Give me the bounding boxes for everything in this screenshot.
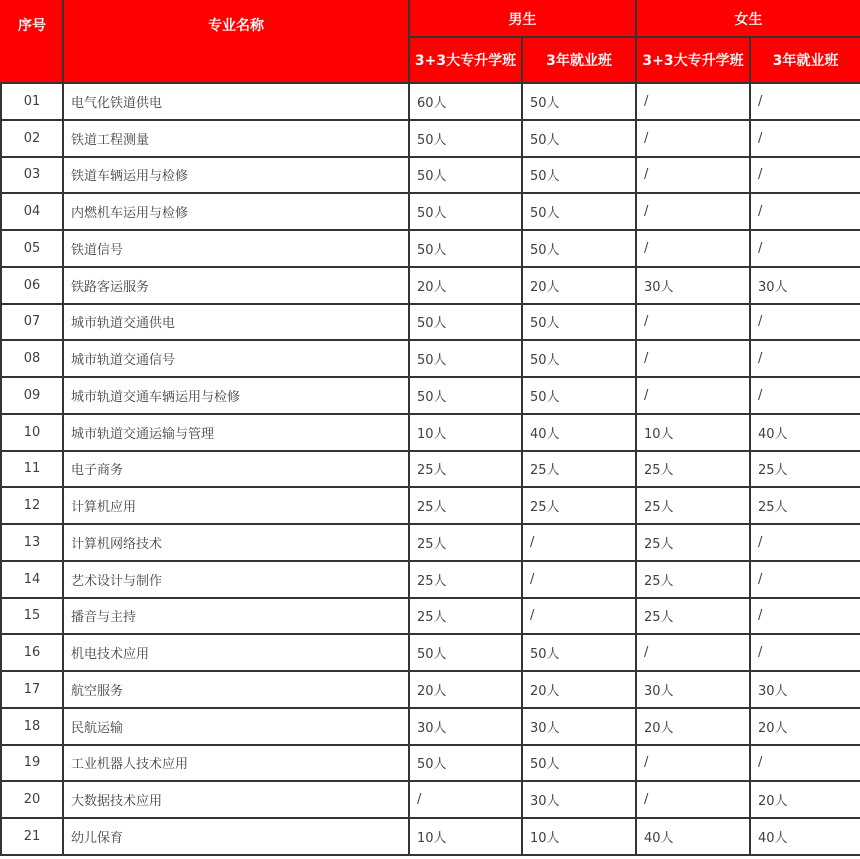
female-college-count: 30人 <box>636 267 750 304</box>
table-body <box>1 83 860 855</box>
header-female-employment-class: 3年就业班 <box>750 37 860 83</box>
row-index: 21 <box>1 818 63 855</box>
male-college-count: / <box>409 781 522 818</box>
female-college-count: 10人 <box>636 414 750 451</box>
male-employment-count: 50人 <box>522 377 636 414</box>
table-row <box>1 414 860 451</box>
major-name: 铁路客运服务 <box>63 267 409 304</box>
male-employment-count: 50人 <box>522 230 636 267</box>
male-college-count: 50人 <box>409 230 522 267</box>
table-row <box>1 634 860 671</box>
male-college-count: 50人 <box>409 157 522 194</box>
row-index: 15 <box>1 598 63 635</box>
male-employment-count: 20人 <box>522 671 636 708</box>
male-college-count: 20人 <box>409 267 522 304</box>
major-name: 幼儿保育 <box>63 818 409 855</box>
row-index: 01 <box>1 83 63 120</box>
row-index: 11 <box>1 451 63 488</box>
row-index: 13 <box>1 524 63 561</box>
male-college-count: 50人 <box>409 120 522 157</box>
female-college-count: 25人 <box>636 561 750 598</box>
female-employment-count: / <box>750 377 860 414</box>
female-employment-count: / <box>750 157 860 194</box>
table-row <box>1 120 860 157</box>
header-index: 序号 <box>1 1 63 83</box>
table-row <box>1 377 860 414</box>
header-female-college-class: 3+3大专升学班 <box>636 37 750 83</box>
female-college-count: / <box>636 83 750 120</box>
row-index: 09 <box>1 377 63 414</box>
male-employment-count: 50人 <box>522 340 636 377</box>
table-row <box>1 745 860 782</box>
female-employment-count: / <box>750 524 860 561</box>
female-employment-count: 30人 <box>750 267 860 304</box>
row-index: 17 <box>1 671 63 708</box>
female-college-count: 25人 <box>636 451 750 488</box>
row-index: 14 <box>1 561 63 598</box>
male-employment-count: 50人 <box>522 304 636 341</box>
table-row <box>1 598 860 635</box>
male-employment-count: 50人 <box>522 193 636 230</box>
male-employment-count: 40人 <box>522 414 636 451</box>
row-index: 10 <box>1 414 63 451</box>
male-employment-count: 25人 <box>522 451 636 488</box>
male-employment-count: 25人 <box>522 487 636 524</box>
header-male-employment-class: 3年就业班 <box>522 37 636 83</box>
female-employment-count: 20人 <box>750 708 860 745</box>
female-college-count: / <box>636 120 750 157</box>
male-college-count: 50人 <box>409 634 522 671</box>
male-college-count: 25人 <box>409 524 522 561</box>
female-employment-count: 30人 <box>750 671 860 708</box>
female-employment-count: 40人 <box>750 414 860 451</box>
female-employment-count: 25人 <box>750 451 860 488</box>
row-index: 12 <box>1 487 63 524</box>
male-college-count: 30人 <box>409 708 522 745</box>
female-college-count: / <box>636 377 750 414</box>
major-name: 艺术设计与制作 <box>63 561 409 598</box>
major-name: 计算机网络技术 <box>63 524 409 561</box>
row-index: 18 <box>1 708 63 745</box>
table-row <box>1 267 860 304</box>
female-college-count: / <box>636 193 750 230</box>
header-male-group: 男生 <box>409 1 636 37</box>
header-major-name: 专业名称 <box>63 1 409 83</box>
male-employment-count: 50人 <box>522 120 636 157</box>
male-college-count: 25人 <box>409 561 522 598</box>
male-college-count: 25人 <box>409 598 522 635</box>
header-male-college-class: 3+3大专升学班 <box>409 37 522 83</box>
female-college-count: 30人 <box>636 671 750 708</box>
female-college-count: 25人 <box>636 598 750 635</box>
female-employment-count: / <box>750 340 860 377</box>
header-female-group: 女生 <box>636 1 860 37</box>
table-row <box>1 818 860 855</box>
male-college-count: 50人 <box>409 745 522 782</box>
male-college-count: 50人 <box>409 377 522 414</box>
table-row <box>1 708 860 745</box>
female-college-count: / <box>636 745 750 782</box>
table-row <box>1 487 860 524</box>
male-college-count: 10人 <box>409 818 522 855</box>
row-index: 08 <box>1 340 63 377</box>
male-college-count: 25人 <box>409 487 522 524</box>
male-college-count: 50人 <box>409 304 522 341</box>
female-college-count: 25人 <box>636 487 750 524</box>
table-header <box>1 1 860 83</box>
male-college-count: 50人 <box>409 193 522 230</box>
male-employment-count: 50人 <box>522 745 636 782</box>
table-row <box>1 671 860 708</box>
female-college-count: / <box>636 781 750 818</box>
row-index: 03 <box>1 157 63 194</box>
female-employment-count: / <box>750 634 860 671</box>
major-name: 电气化铁道供电 <box>63 83 409 120</box>
table-row <box>1 157 860 194</box>
male-employment-count: 50人 <box>522 83 636 120</box>
male-employment-count: / <box>522 598 636 635</box>
row-index: 19 <box>1 745 63 782</box>
male-employment-count: 50人 <box>522 157 636 194</box>
female-employment-count: / <box>750 83 860 120</box>
female-employment-count: / <box>750 193 860 230</box>
female-college-count: 20人 <box>636 708 750 745</box>
row-index: 20 <box>1 781 63 818</box>
row-index: 05 <box>1 230 63 267</box>
major-name: 电子商务 <box>63 451 409 488</box>
female-college-count: / <box>636 634 750 671</box>
male-college-count: 10人 <box>409 414 522 451</box>
major-name: 铁道工程测量 <box>63 120 409 157</box>
table-row <box>1 340 860 377</box>
female-college-count: / <box>636 230 750 267</box>
table-row <box>1 451 860 488</box>
female-college-count: 40人 <box>636 818 750 855</box>
major-name: 内燃机车运用与检修 <box>63 193 409 230</box>
female-employment-count: / <box>750 745 860 782</box>
major-name: 工业机器人技术应用 <box>63 745 409 782</box>
table-row <box>1 193 860 230</box>
male-college-count: 25人 <box>409 451 522 488</box>
female-college-count: 25人 <box>636 524 750 561</box>
female-employment-count: / <box>750 230 860 267</box>
table-row <box>1 230 860 267</box>
major-name: 播音与主持 <box>63 598 409 635</box>
major-name: 城市轨道交通信号 <box>63 340 409 377</box>
male-employment-count: / <box>522 524 636 561</box>
table-row <box>1 83 860 120</box>
female-college-count: / <box>636 304 750 341</box>
female-college-count: / <box>636 157 750 194</box>
table-row <box>1 781 860 818</box>
female-employment-count: / <box>750 561 860 598</box>
row-index: 06 <box>1 267 63 304</box>
header-group-row <box>1 1 860 37</box>
table-row <box>1 561 860 598</box>
row-index: 02 <box>1 120 63 157</box>
male-employment-count: 50人 <box>522 634 636 671</box>
major-name: 城市轨道交通运输与管理 <box>63 414 409 451</box>
male-college-count: 20人 <box>409 671 522 708</box>
row-index: 04 <box>1 193 63 230</box>
table-row <box>1 304 860 341</box>
female-employment-count: / <box>750 598 860 635</box>
major-name: 民航运输 <box>63 708 409 745</box>
major-name: 航空服务 <box>63 671 409 708</box>
major-name: 城市轨道交通供电 <box>63 304 409 341</box>
row-index: 16 <box>1 634 63 671</box>
male-employment-count: 20人 <box>522 267 636 304</box>
female-employment-count: 25人 <box>750 487 860 524</box>
female-employment-count: / <box>750 120 860 157</box>
male-employment-count: 30人 <box>522 708 636 745</box>
major-name: 机电技术应用 <box>63 634 409 671</box>
female-employment-count: 20人 <box>750 781 860 818</box>
male-college-count: 60人 <box>409 83 522 120</box>
major-name: 城市轨道交通车辆运用与检修 <box>63 377 409 414</box>
major-name: 大数据技术应用 <box>63 781 409 818</box>
female-employment-count: 40人 <box>750 818 860 855</box>
major-name: 铁道车辆运用与检修 <box>63 157 409 194</box>
male-employment-count: / <box>522 561 636 598</box>
major-name: 计算机应用 <box>63 487 409 524</box>
major-name: 铁道信号 <box>63 230 409 267</box>
male-employment-count: 30人 <box>522 781 636 818</box>
female-college-count: / <box>636 340 750 377</box>
male-college-count: 50人 <box>409 340 522 377</box>
row-index: 07 <box>1 304 63 341</box>
female-employment-count: / <box>750 304 860 341</box>
table-row <box>1 524 860 561</box>
male-employment-count: 10人 <box>522 818 636 855</box>
